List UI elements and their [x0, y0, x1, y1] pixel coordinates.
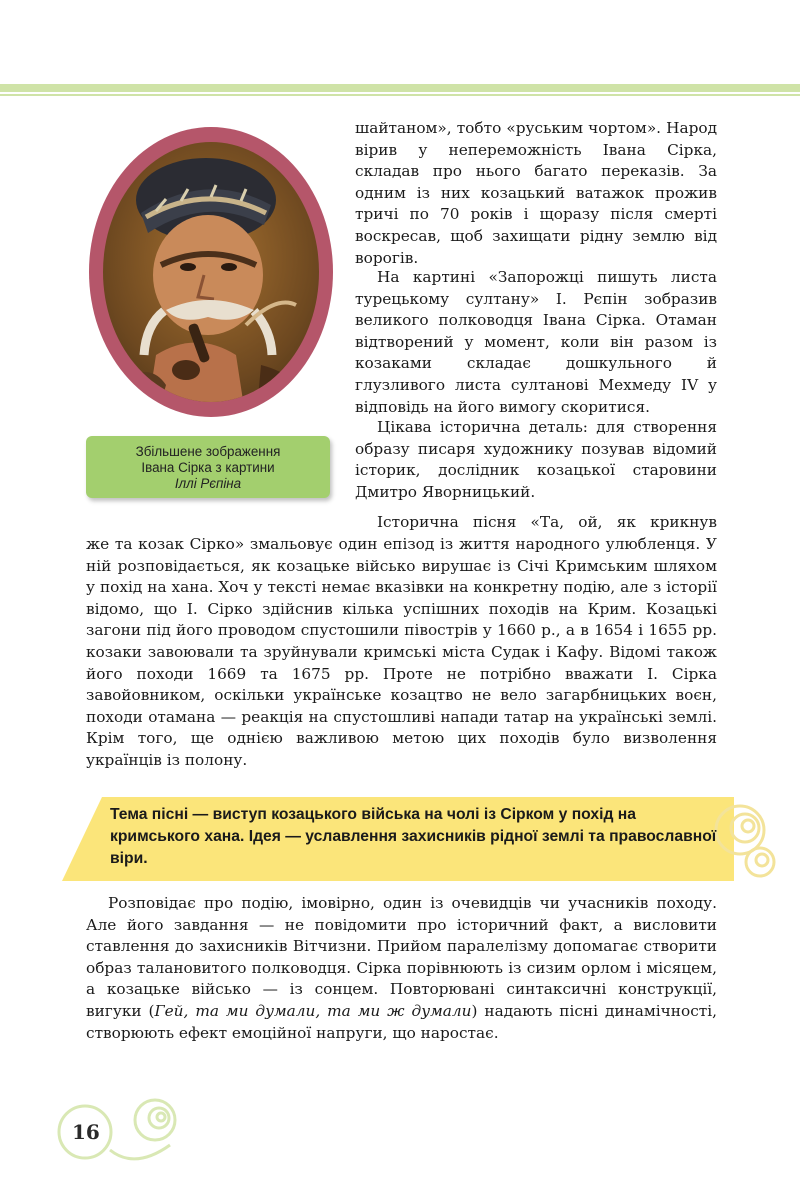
header-band [0, 84, 800, 92]
caption-line-3: Іллі Рєпіна [174, 476, 242, 491]
portrait-sirko-image [86, 125, 336, 420]
page-number: 16 [72, 1120, 100, 1144]
paragraph-1: шайтаном», тобто «руським чортом». Народ вірив у непереможність Івана Сірка, складав про нього багато переказів. За одним із них козацький ватажок прожив тричі по 70 років і щоразу після смерті воскресав, щоб захищати рідну землю від ворогів. [355, 119, 717, 267]
paragraph-5 [86, 893, 717, 1044]
caption-line-2: Івана Сірка з картини [141, 460, 275, 475]
paragraph-5-part-a: Розповідає про подію, імовірно, один із очевидців чи учасників походу. Але його завдання — не повідомити про історичний факт, а висловити ставлення до захисників Вітчизни. Прийом паралелізму допомагає створити образ талановитого полководця. Сірка порівнюють із сизим орлом і місяцем, а козацьке військо — із сонцем. Повторювані синтаксичні конструкції, вигуки ( [86, 894, 717, 1020]
paragraph-3: Цікава історична деталь: для створення образу писаря художнику позував відомий історик, дослідник козацької старовини Дмитро Яворницький. [355, 418, 717, 501]
paragraph-2: На картині «Запорожці пишуть листа турецькому султану» І. Рєпін зобразив великого полководця Івана Сірка. Отаман відтворений у момент, коли він разом із козаками складає дошкульного й глузливого листа султанові Мехмеду IV у відповідь на його вимогу скоритися. [355, 268, 717, 416]
highlight-text: Тема пісні — виступ козацького війська на чолі із Сірком у похід на кримського хана. Ідея — уславлення захисників рідної землі та православної віри. [110, 806, 717, 867]
paragraph-4: же та козак Сірко» змальовує один епізод із життя народного улюбленця. У ній розповідається, як козацьке військо вирушає із Січі Кримським шляхом у похід на хана. Хоч у тексті немає вказівки на конкретну подію, але з історії відомо, що І. Сірко здійснив кілька успішних походів на Крим. Козацькі загони під його проводом спустошили півострів у 1660 р., а в 1654 і 1655 рр. козаки завоювали та зруйнували кримські міста Судак і Кафу. Відомі також його походи 1669 та 1675 рр. Проте не потрібно вважати І. Сірка завойовником, оскільки українське козацтво не вело загарбницьких воєн, походи отамана — реакція на спустошливі напади татар на українські землі. Крім того, ще однією важливою метою цих походів було визволення українців із полону. [86, 535, 717, 769]
paragraph-4-start: Історична пісня «Та, ой, як крикнув [377, 513, 717, 531]
caption-line-1: Збільшене зображення [135, 444, 281, 459]
portrait-caption [86, 436, 330, 498]
paragraph-5-quote: Гей, та ми думали, та ми ж думали [154, 1001, 472, 1020]
header-band-thin [0, 94, 800, 96]
paragraph-5-part-b: ) надають пісні динамічності, створюють ефект емоційної напруги, що наростає. [86, 1001, 717, 1042]
